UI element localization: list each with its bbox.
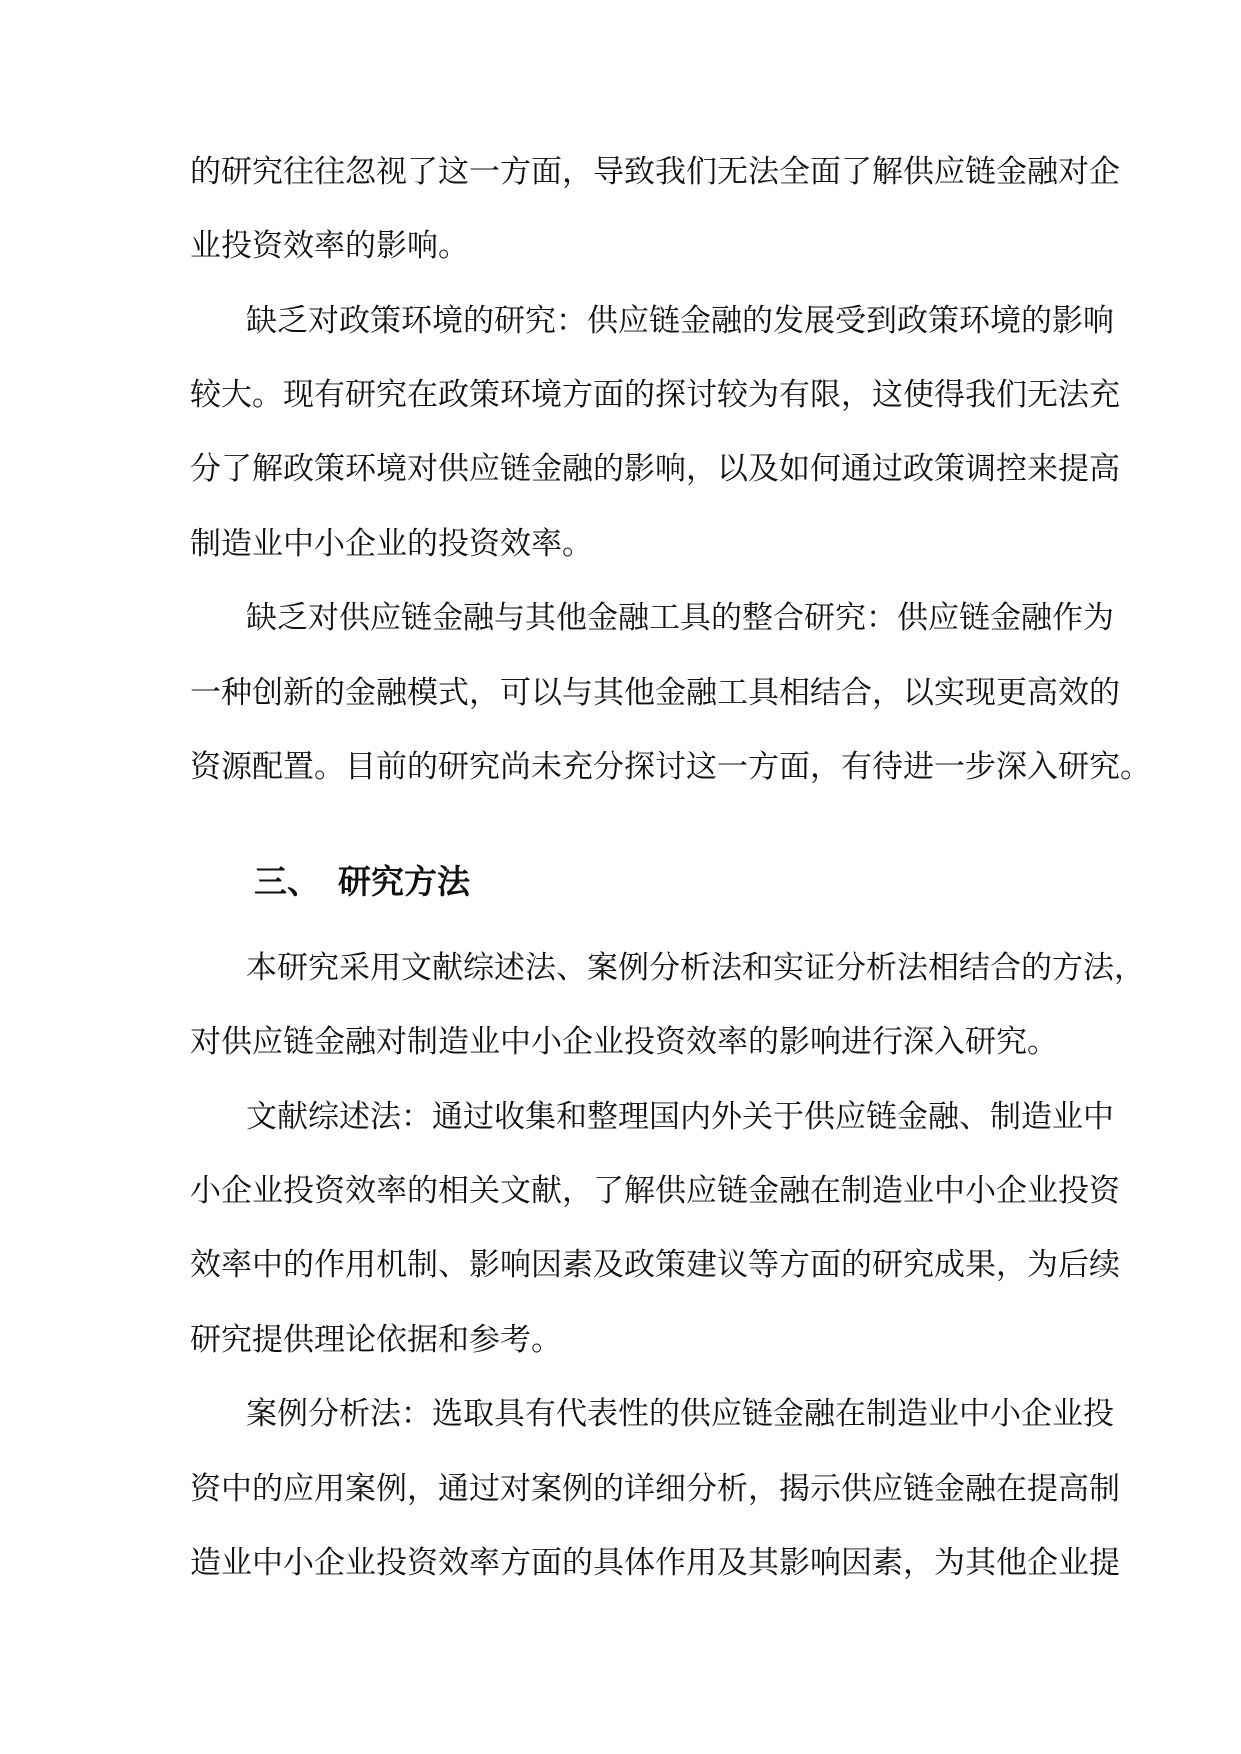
paragraph-literature-line-4: 研究提供理论依据和参考。 xyxy=(190,1322,562,1358)
paragraph-literature-line-3: 效率中的作用机制、影响因素及政策建议等方面的研究成果，为后续 xyxy=(190,1247,1120,1283)
paragraph-policy-line-3: 分了解政策环境对供应链金融的影响，以及如何通过政策调控来提高 xyxy=(190,451,1120,487)
paragraph-literature-line-1: 文献综述法：通过收集和整理国内外关于供应链金融、制造业中 xyxy=(246,1099,1114,1135)
paragraph-integration-line-2: 一种创新的金融模式，可以与其他金融工具相结合，以实现更高效的 xyxy=(190,675,1120,711)
paragraph-integration-line-1: 缺乏对供应链金融与其他金融工具的整合研究：供应链金融作为 xyxy=(246,600,1114,636)
paragraph-case-line-3: 造业中小企业投资效率方面的具体作用及其影响因素，为其他企业提 xyxy=(190,1545,1120,1581)
paragraph-continued-line-2: 业投资效率的影响。 xyxy=(190,228,469,264)
paragraph-integration-line-3: 资源配置。目前的研究尚未充分探讨这一方面，有待进一步深入研究。 xyxy=(190,749,1151,785)
paragraph-continued-line-1: 的研究往往忽视了这一方面，导致我们无法全面了解供应链金融对企 xyxy=(190,154,1120,190)
paragraph-policy-line-1: 缺乏对政策环境的研究：供应链金融的发展受到政策环境的影响 xyxy=(246,303,1114,339)
section-number: 三、 xyxy=(254,862,320,901)
paragraph-case-line-1: 案例分析法：选取具有代表性的供应链金融在制造业中小企业投 xyxy=(246,1396,1114,1432)
paragraph-methods-intro-line-2: 对供应链金融对制造业中小企业投资效率的影响进行深入研究。 xyxy=(190,1024,1058,1060)
paragraph-policy-line-2: 较大。现有研究在政策环境方面的探讨较为有限，这使得我们无法充 xyxy=(190,377,1120,413)
section-heading xyxy=(254,860,470,904)
paragraph-literature-line-2: 小企业投资效率的相关文献，了解供应链金融在制造业中小企业投资 xyxy=(190,1173,1120,1209)
section-title: 研究方法 xyxy=(338,862,470,901)
paragraph-policy-line-4: 制造业中小企业的投资效率。 xyxy=(190,526,593,562)
paragraph-methods-intro-line-1: 本研究采用文献综述法、案例分析法和实证分析法相结合的方法， xyxy=(246,950,1145,986)
paragraph-case-line-2: 资中的应用案例，通过对案例的详细分析，揭示供应链金融在提高制 xyxy=(190,1471,1120,1507)
